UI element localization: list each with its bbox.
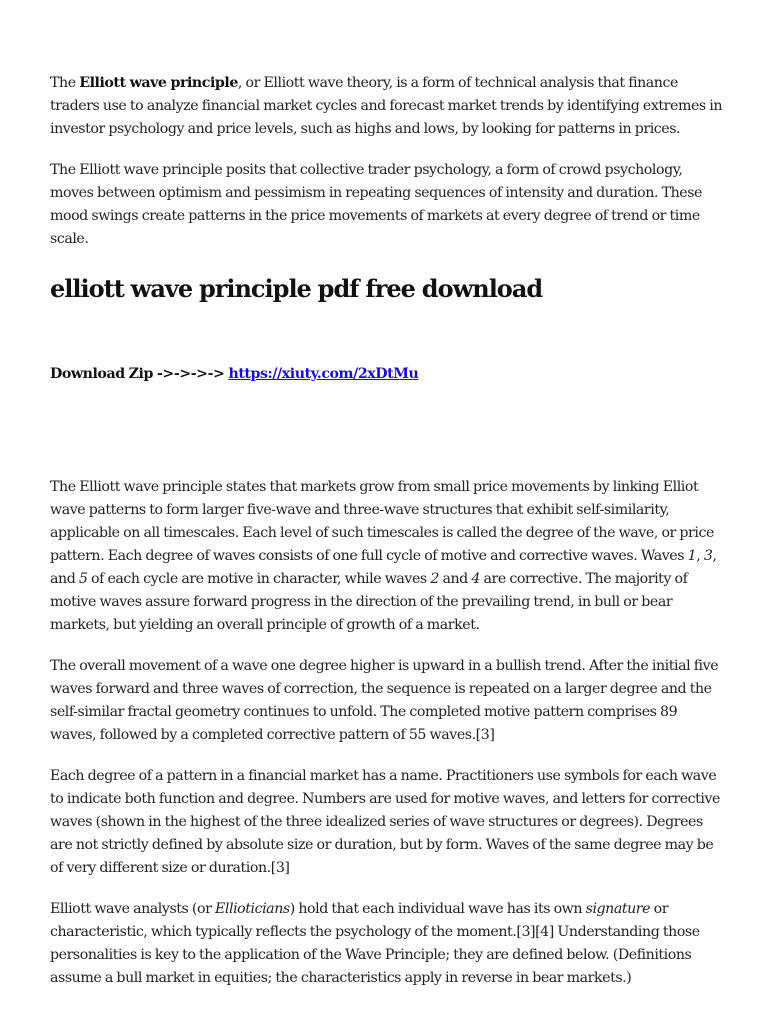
document-page [50, 72, 724, 1008]
page-heading: elliott wave principle pdf free download [50, 274, 543, 303]
term-bold: Elliott wave principle [79, 75, 238, 91]
spacer [50, 404, 724, 476]
body-paragraph-2: The overall movement of a wave one degree higher is upward in a bullish trend. After the initial five waves forward and three waves of correction, the sequence is repeated on a larger degree and the self-similar fractal geometry continues to unfold. The completed motive pattern comprises 89 waves, followed by a completed corrective pattern of 55 waves.[3] [50, 658, 719, 743]
body-paragraph-4: Elliott wave analysts (or Ellioticians) hold that each individual wave has its own signature or characteristic, which typically reflects the psychology of the moment.[3][4] Understanding those personalities is key to the application of the Wave Principle; they are defined below. (Definitions assume a bull market in equities; the characteristics apply in reverse in bear markets.) [50, 901, 700, 986]
intro-paragraph-1: The Elliott wave principle, or Elliott wave theory, is a form of technical analysis that finance traders use to analyze financial market cycles and forecast market trends by identifying extremes in investor psychology and price levels, such as highs and lows, by looking for patterns in prices. [50, 75, 723, 137]
intro-paragraph-2: The Elliott wave principle posits that collective trader psychology, a form of crowd psychology, moves between optimism and pessimism in repeating sequences of intensity and duration. These mood swings create patterns in the price movements of markets at every degree of trend or time scale. [50, 162, 702, 247]
download-label: Download Zip ->->->-> [50, 366, 229, 382]
body-paragraph-3: Each degree of a pattern in a financial market has a name. Practitioners use symbols for each wave to indicate both function and degree. Numbers are used for motive waves, and letters for corrective waves (shown in the highest of the three idealized series of wave structures or degrees). Degrees are not strictly defined by absolute size or duration, but by form. Waves of the same degree may be of very different size or duration.[3] [50, 768, 721, 876]
download-line [50, 363, 724, 386]
body-paragraph-1: The Elliott wave principle states that markets grow from small price movements by linking Elliot wave patterns to form larger five-wave and three-wave structures that exhibit self-similarity, applicable on all timescales. Each level of such timescales is called the degree of the wave, or price pattern. Each degree of waves consists of one full cycle of motive and corrective waves. Waves 1, 3, and 5 of each cycle are motive in character, while waves 2 and 4 are corrective. The majority of motive waves assure forward progress in the direction of the prevailing trend, in bull or bear markets, but yielding an overall principle of growth of a market. [50, 479, 717, 633]
download-link[interactable]: https://xiuty.com/2xDtMu [228, 366, 419, 382]
